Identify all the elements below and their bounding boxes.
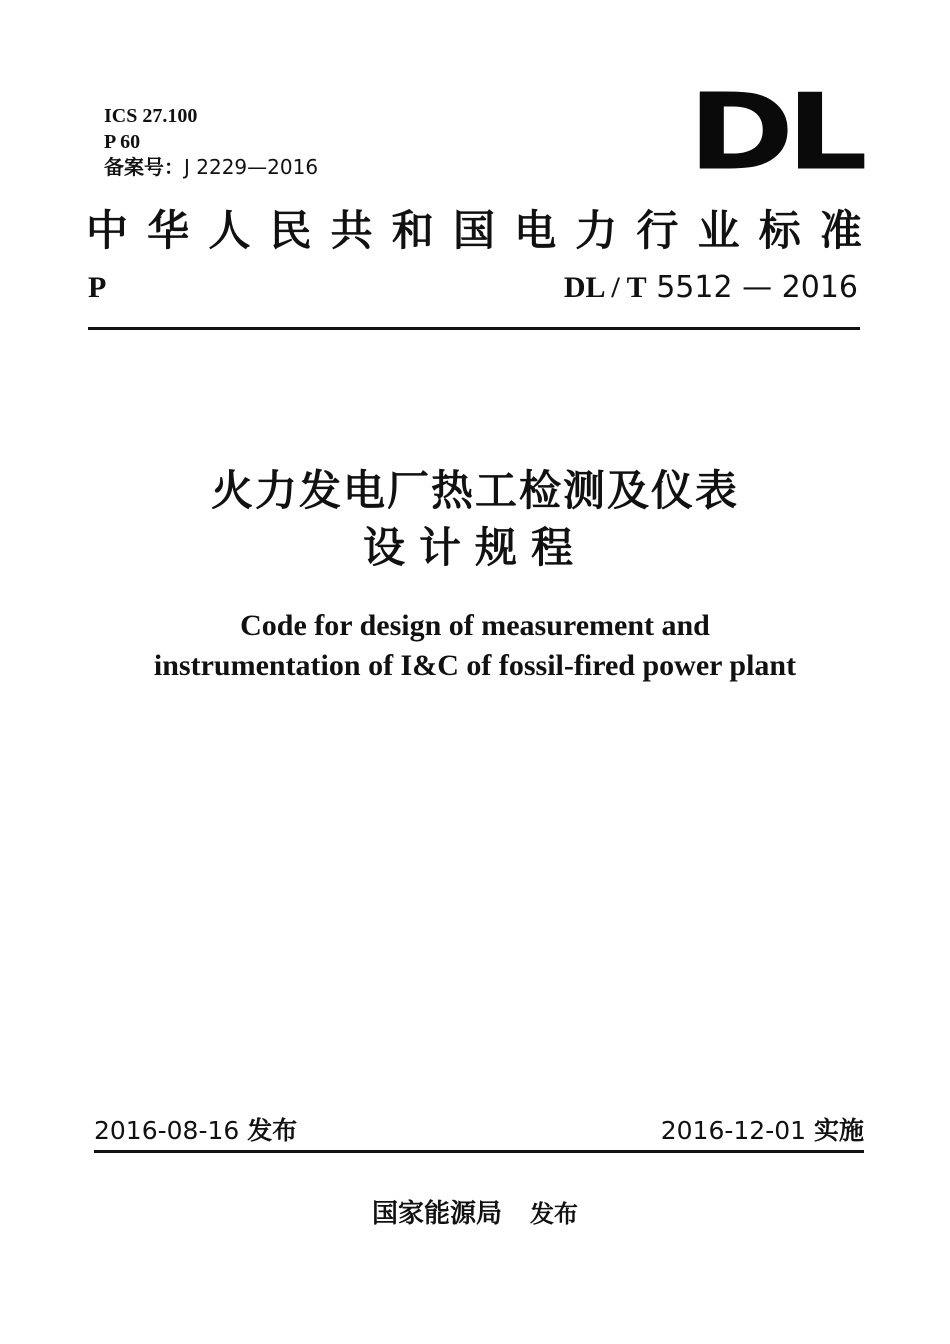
standard-number (564, 268, 858, 308)
dl-logo: DL (688, 71, 860, 194)
standard-banner (86, 198, 862, 258)
top-divider (88, 327, 860, 330)
publisher-verb: 发布 (530, 1200, 578, 1228)
banner-char: 准 (819, 206, 862, 255)
implementation-date (661, 1114, 864, 1148)
banner-char: 人 (208, 206, 251, 255)
banner-char: 共 (330, 206, 373, 255)
ics-text: ICS 27.100 (104, 105, 198, 127)
bottom-divider (94, 1150, 864, 1153)
standard-prefix: DL / T (563, 271, 647, 304)
classification-code (104, 128, 140, 155)
implementation-date-value: 2016-12-01 (660, 1116, 807, 1145)
banner-char: 华 (147, 206, 190, 255)
classification-text: P 60 (104, 131, 141, 153)
filing-label: 备案号： (104, 155, 184, 179)
banner-char: 业 (697, 206, 740, 255)
standard-suffix: 5512 — 2016 (646, 270, 858, 305)
title-en-line2: instrumentation of I&C of fossil-fired power plant (153, 649, 797, 682)
banner-char: 中 (86, 206, 129, 255)
banner-char: 电 (514, 206, 557, 255)
banner-char: 标 (758, 206, 801, 255)
banner-char: 力 (575, 206, 618, 255)
title-en-line1: Code for design of measurement and (240, 609, 710, 642)
issue-date-label: 发布 (247, 1116, 298, 1145)
banner-char: 国 (452, 206, 495, 255)
filing-value: J 2229—2016 (184, 155, 319, 179)
banner-char: 行 (636, 206, 679, 255)
banner-char: 民 (269, 206, 312, 255)
publisher (0, 1196, 950, 1232)
category-letter: P (88, 271, 107, 304)
filing-number (104, 154, 318, 180)
issue-date (94, 1114, 297, 1148)
title-zh-line1: 火力发电厂热工检测及仪表 (210, 466, 739, 515)
issue-date-value: 2016-08-16 (94, 1116, 240, 1145)
ics-code (104, 102, 197, 129)
implementation-date-label: 实施 (813, 1116, 864, 1145)
banner-char: 和 (391, 206, 434, 255)
title-zh-line2: 设计规程 (362, 523, 587, 572)
publisher-name: 国家能源局 (371, 1199, 502, 1229)
